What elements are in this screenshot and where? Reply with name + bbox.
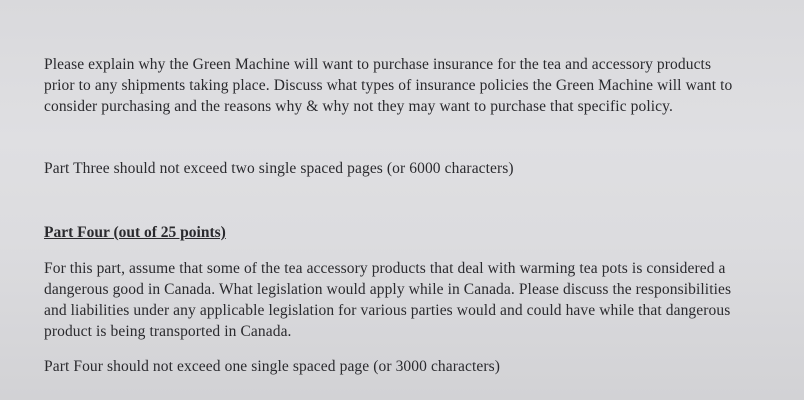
part-four-prompt: For this part, assume that some of the tea accessory products that deal with warming tea pots is considered a dangerous good in Canada. What legislation would apply while in Canada. Please discuss the responsibilities and liabilities under any applicable legislation for various parties would and could have while that dangerous product is being transported in Canada. bbox=[44, 260, 732, 340]
part-four-heading: Part Four (out of 25 points) bbox=[44, 224, 226, 241]
part-three-limit: Part Three should not exceed two single spaced pages (or 6000 characters) bbox=[44, 160, 514, 177]
part-three-prompt: Please explain why the Green Machine will want to purchase insurance for the tea and accessory products prior to any shipments taking place. Discuss what types of insurance policies the Green Machine will want to consider purchasing and the reasons why & why not they may want to purchase that specific policy. bbox=[44, 56, 733, 115]
part-four-limit: Part Four should not exceed one single spaced page (or 3000 characters) bbox=[44, 358, 501, 375]
